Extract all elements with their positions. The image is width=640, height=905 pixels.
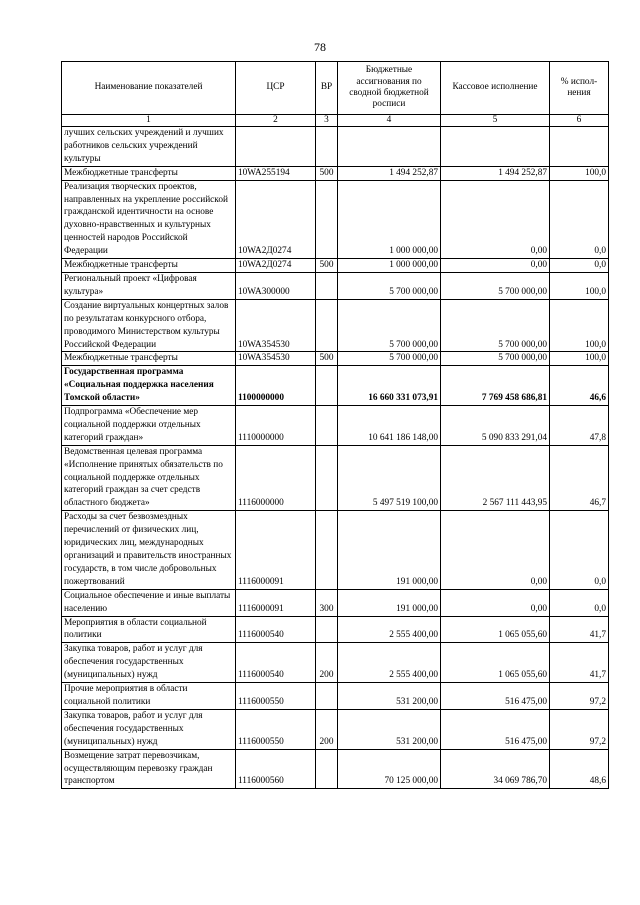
table-row (62, 272, 609, 299)
cell-cash: 0,00 (441, 589, 550, 616)
cell-budget: 1 000 000,00 (338, 180, 441, 258)
cell-percent: 100,0 (550, 166, 609, 180)
cell-vr (316, 406, 338, 446)
cell-name: Ведомственная целевая программа «Исполнение принятых обязательств по социальной поддержке отдельных категорий граждан за счет средств областного бюджета» (62, 445, 236, 511)
cell-budget: 2 555 400,00 (338, 616, 441, 643)
table-row (62, 352, 609, 366)
cell-vr (316, 180, 338, 258)
cell-percent: 100,0 (550, 272, 609, 299)
cell-csr: 1116000550 (236, 709, 316, 749)
cell-name: Межбюджетные трансферты (62, 352, 236, 366)
cell-budget: 191 000,00 (338, 511, 441, 589)
col-header-name: Наименование показателей (62, 62, 236, 115)
cell-cash: 0,00 (441, 511, 550, 589)
cell-vr (316, 299, 338, 352)
cell-budget: 10 641 186 148,00 (338, 406, 441, 446)
cell-budget: 5 700 000,00 (338, 299, 441, 352)
cell-cash: 5 700 000,00 (441, 299, 550, 352)
col-number: 4 (338, 115, 441, 127)
page-number: 78 (314, 40, 326, 54)
header-row (62, 62, 609, 115)
cell-vr (316, 272, 338, 299)
table-row (62, 589, 609, 616)
table-row (62, 511, 609, 589)
cell-vr (316, 749, 338, 789)
table-row (62, 709, 609, 749)
cell-csr: 1116000091 (236, 511, 316, 589)
cell-percent: 41,7 (550, 643, 609, 683)
table-row (62, 643, 609, 683)
table-row (62, 299, 609, 352)
cell-csr (236, 127, 316, 167)
cell-csr: 1116000550 (236, 683, 316, 710)
table-row (62, 683, 609, 710)
col-header-cash: Кассовое исполнение (441, 62, 550, 115)
cell-percent: 0,0 (550, 511, 609, 589)
cell-percent: 100,0 (550, 352, 609, 366)
cell-budget: 1 494 252,87 (338, 166, 441, 180)
cell-budget (338, 127, 441, 167)
cell-csr: 1100000000 (236, 366, 316, 406)
cell-csr: 10WA2Д0274 (236, 259, 316, 273)
cell-vr (316, 511, 338, 589)
cell-vr: 500 (316, 259, 338, 273)
table-row (62, 127, 609, 167)
cell-budget: 1 000 000,00 (338, 259, 441, 273)
col-header-percent: % испол-нения (550, 62, 609, 115)
cell-percent: 0,0 (550, 180, 609, 258)
table-row (62, 749, 609, 789)
cell-percent: 46,7 (550, 445, 609, 511)
cell-percent: 97,2 (550, 683, 609, 710)
cell-budget: 531 200,00 (338, 683, 441, 710)
budget-execution-table (61, 61, 609, 789)
cell-budget: 5 700 000,00 (338, 352, 441, 366)
table-row (62, 445, 609, 511)
cell-cash (441, 127, 550, 167)
cell-csr: 1116000540 (236, 616, 316, 643)
col-number: 6 (550, 115, 609, 127)
cell-cash: 1 494 252,87 (441, 166, 550, 180)
table-row (62, 180, 609, 258)
cell-name: Государственная программа «Социальная поддержка населения Томской области» (62, 366, 236, 406)
cell-csr: 1116000540 (236, 643, 316, 683)
cell-name: Создание виртуальных концертных залов по результатам конкурсного отбора, проводимого Министерством культуры Российской Федерации (62, 299, 236, 352)
cell-name: Региональный проект «Цифровая культура» (62, 272, 236, 299)
cell-budget: 531 200,00 (338, 709, 441, 749)
cell-name: Подпрограмма «Обеспечение мер социальной поддержки отдельных категорий граждан» (62, 406, 236, 446)
cell-vr: 200 (316, 643, 338, 683)
cell-cash: 0,00 (441, 259, 550, 273)
table-body (62, 127, 609, 789)
cell-csr: 1116000091 (236, 589, 316, 616)
cell-cash: 34 069 786,70 (441, 749, 550, 789)
cell-name: Прочие мероприятия в области социальной политики (62, 683, 236, 710)
cell-csr: 1116000560 (236, 749, 316, 789)
cell-percent: 0,0 (550, 259, 609, 273)
cell-cash: 5 700 000,00 (441, 352, 550, 366)
cell-name: Межбюджетные трансферты (62, 259, 236, 273)
cell-cash: 516 475,00 (441, 709, 550, 749)
cell-percent (550, 127, 609, 167)
col-number: 5 (441, 115, 550, 127)
cell-percent: 0,0 (550, 589, 609, 616)
cell-name: Закупка товаров, работ и услуг для обеспечения государственных (муниципальных) нужд (62, 643, 236, 683)
col-number: 1 (62, 115, 236, 127)
cell-name: Социальное обеспечение и иные выплаты населению (62, 589, 236, 616)
cell-budget: 2 555 400,00 (338, 643, 441, 683)
cell-vr: 200 (316, 709, 338, 749)
table-row (62, 259, 609, 273)
cell-cash: 0,00 (441, 180, 550, 258)
cell-cash: 5 090 833 291,04 (441, 406, 550, 446)
cell-budget: 191 000,00 (338, 589, 441, 616)
cell-name: Закупка товаров, работ и услуг для обеспечения государственных (муниципальных) нужд (62, 709, 236, 749)
col-number: 3 (316, 115, 338, 127)
cell-percent: 48,6 (550, 749, 609, 789)
cell-name: Возмещение затрат перевозчикам, осуществляющим перевозку граждан транспортом (62, 749, 236, 789)
col-header-csr: ЦСР (236, 62, 316, 115)
table-row (62, 366, 609, 406)
col-header-vr: ВР (316, 62, 338, 115)
cell-percent: 97,2 (550, 709, 609, 749)
table-row (62, 616, 609, 643)
cell-cash: 516 475,00 (441, 683, 550, 710)
cell-csr: 10WA354530 (236, 299, 316, 352)
table-row (62, 166, 609, 180)
cell-cash: 1 065 055,60 (441, 643, 550, 683)
cell-vr: 300 (316, 589, 338, 616)
cell-budget: 5 700 000,00 (338, 272, 441, 299)
col-header-budget: Бюджетные ассигнования по сводной бюджетной росписи (338, 62, 441, 115)
cell-percent: 100,0 (550, 299, 609, 352)
cell-csr: 1116000000 (236, 445, 316, 511)
cell-csr: 10WA255194 (236, 166, 316, 180)
cell-csr: 10WA354530 (236, 352, 316, 366)
cell-percent: 41,7 (550, 616, 609, 643)
cell-cash: 2 567 111 443,95 (441, 445, 550, 511)
cell-name: лучших сельских учреждений и лучших работников сельских учреждений культуры (62, 127, 236, 167)
cell-cash: 1 065 055,60 (441, 616, 550, 643)
cell-csr: 10WA2Д0274 (236, 180, 316, 258)
cell-vr (316, 366, 338, 406)
cell-percent: 46,6 (550, 366, 609, 406)
cell-vr: 500 (316, 166, 338, 180)
cell-csr: 1110000000 (236, 406, 316, 446)
column-number-row (62, 115, 609, 127)
cell-name: Расходы за счет безвозмездных перечислений от физических лиц, юридических лиц, международных организаций и правительств иностранных государств, в том числе добровольных пожертвований (62, 511, 236, 589)
cell-percent: 47,8 (550, 406, 609, 446)
cell-name: Межбюджетные трансферты (62, 166, 236, 180)
cell-vr (316, 127, 338, 167)
cell-vr (316, 616, 338, 643)
cell-name: Реализация творческих проектов, направленных на укрепление российской гражданской идентичности на основе духовно-нравственных и культурных ценностей народов Российской Федерации (62, 180, 236, 258)
cell-cash: 7 769 458 686,81 (441, 366, 550, 406)
cell-csr: 10WA300000 (236, 272, 316, 299)
cell-vr (316, 683, 338, 710)
cell-budget: 70 125 000,00 (338, 749, 441, 789)
cell-budget: 5 497 519 100,00 (338, 445, 441, 511)
cell-vr: 500 (316, 352, 338, 366)
cell-budget: 16 660 331 073,91 (338, 366, 441, 406)
table-row (62, 406, 609, 446)
cell-cash: 5 700 000,00 (441, 272, 550, 299)
col-number: 2 (236, 115, 316, 127)
cell-name: Мероприятия в области социальной политики (62, 616, 236, 643)
cell-vr (316, 445, 338, 511)
